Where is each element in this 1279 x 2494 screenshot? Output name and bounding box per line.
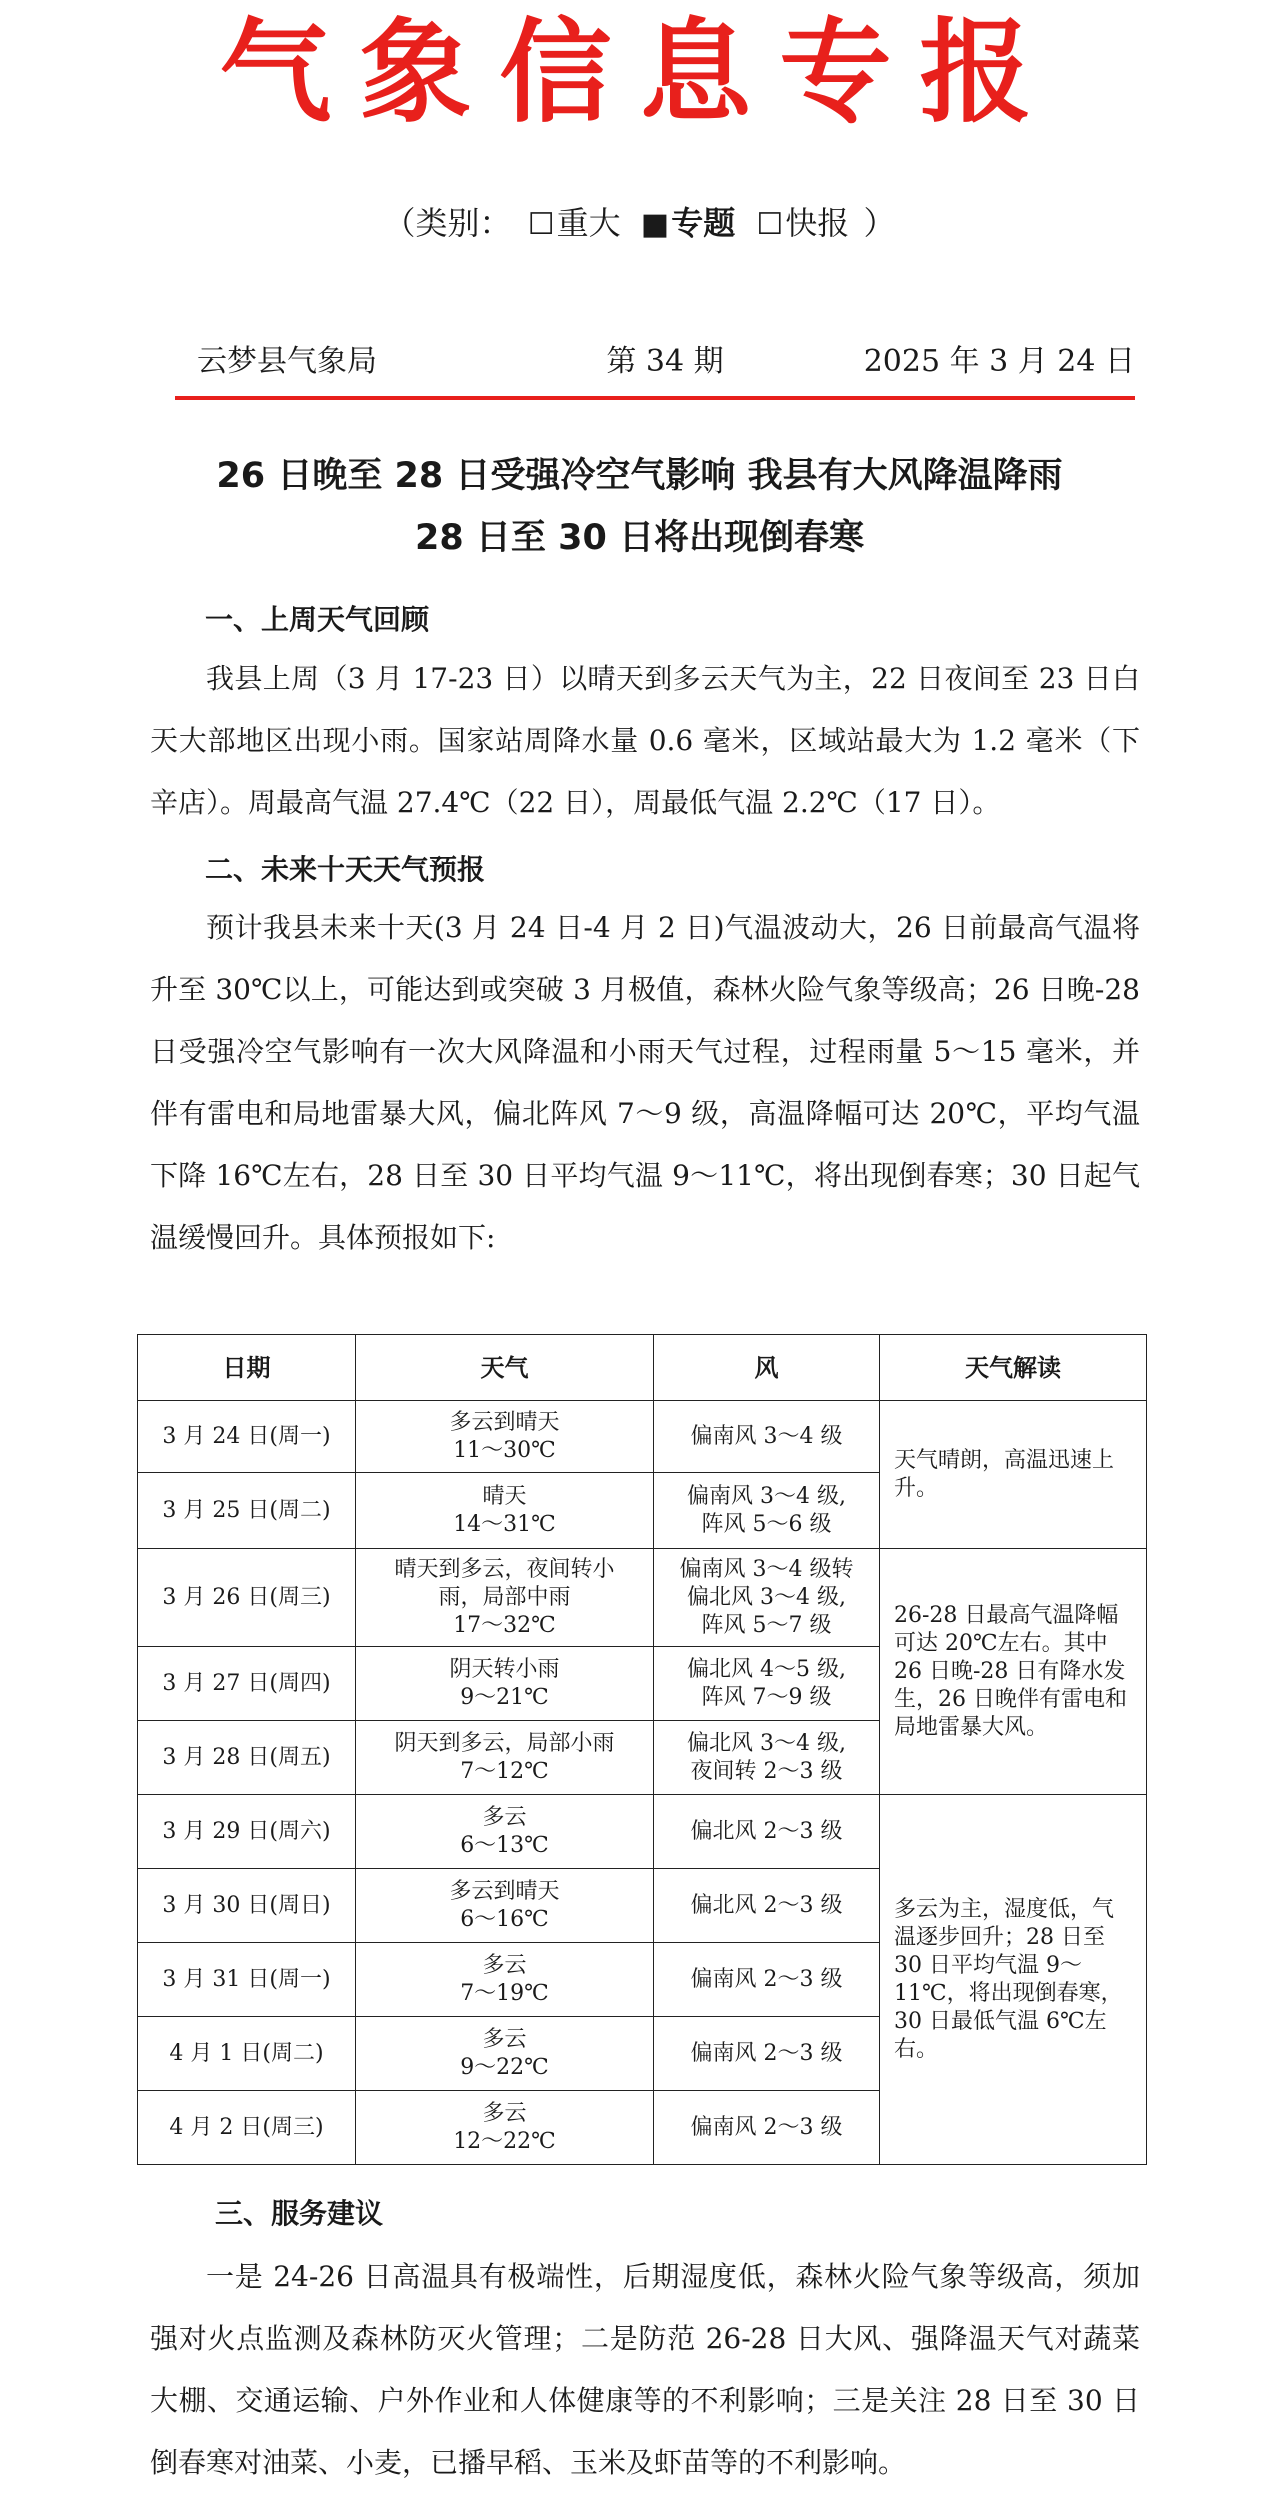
interpretation-note: 天气晴朗，高温迅速上升。	[880, 1401, 1147, 1549]
row-weather	[356, 1647, 654, 1721]
row-weather	[356, 1795, 654, 1869]
row-wind	[654, 1943, 880, 2017]
weather-line: 11～30℃	[453, 1437, 556, 1463]
issue-number: 第 34 期	[606, 344, 724, 379]
wind-line: 偏南风 3～4 级,	[687, 1483, 846, 1509]
wind-line: 阵风 5～6 级	[701, 1511, 832, 1537]
row-wind	[654, 1795, 880, 1869]
table-row	[138, 1795, 1147, 1869]
weather-line: 多云	[482, 1952, 527, 1978]
checkbox-empty-icon: ☐	[756, 207, 784, 242]
weather-line: 多云到晴天	[449, 1409, 560, 1435]
header-wind: 风	[654, 1335, 880, 1401]
wind-line: 偏北风 2～3 级	[690, 1818, 843, 1844]
weather-line: 多云	[482, 2100, 527, 2126]
checkbox-filled-icon: ■	[640, 207, 670, 242]
weather-line: 7～12℃	[460, 1758, 549, 1784]
section2-body: 预计我县未来十天(3 月 24 日-4 月 2 日)气温波动大，26 日前最高气温将升至 30℃以上，可能达到或突破 3 月极值，森林火险气象等级高；26 日晚-28 日受强冷空气影响有一次大风降温和小雨天气过程，过程雨量 5～15 毫米，并伴有雷电和局地雷暴大风，偏北阵风 7～9 级，高温降幅可达 20℃，平均气温下降 16℃左右，28 日至 30 日平均气温 9～11℃，将出现倒春寒；30 日起气温缓慢回升。具体预报如下:	[150, 911, 1140, 1254]
row-wind	[654, 1721, 880, 1795]
weather-line: 14～31℃	[453, 1511, 556, 1537]
weather-line: 多云到晴天	[449, 1878, 560, 1904]
weather-line: 晴天	[482, 1483, 527, 1509]
wind-line: 偏南风 3～4 级转	[679, 1556, 854, 1582]
row-wind	[654, 1473, 880, 1549]
row-wind	[654, 2017, 880, 2091]
wind-line: 阵风 5～7 级	[701, 1612, 832, 1638]
checkbox-empty-icon: ☐	[527, 207, 555, 242]
section3-body: 一是 24-26 日高温具有极端性，后期湿度低，森林火险气象等级高，须加强对火点监测及森林防灭火管理；二是防范 26-28 日大风、强降温天气对蔬菜大棚、交通运输、户外作业和人体健康等的不利影响；三是关注 28 日至 30 日倒春寒对油菜、小麦，已播早稻、玉米及虾苗等的不利影响。	[150, 2260, 1140, 2479]
weather-line: 12～22℃	[453, 2128, 556, 2154]
header-interpretation: 天气解读	[880, 1335, 1147, 1401]
row-date: 3 月 26 日(周三)	[138, 1549, 356, 1647]
row-weather	[356, 1943, 654, 2017]
weather-line: 多云	[482, 1804, 527, 1830]
forecast-table	[137, 1334, 1147, 2165]
section2-heading: 二、未来十天天气预报	[205, 853, 486, 886]
section3-heading: 三、服务建议	[215, 2197, 384, 2230]
row-date: 3 月 29 日(周六)	[138, 1795, 356, 1869]
row-date: 3 月 30 日(周日)	[138, 1869, 356, 1943]
wind-line: 偏南风 3～4 级	[690, 1423, 843, 1449]
wind-line: 阵风 7～9 级	[701, 1684, 832, 1710]
row-wind	[654, 1401, 880, 1473]
interpretation-note: 26-28 日最高气温降幅可达 20℃左右。其中 26 日晚-28 日有降水发生，26 日晚伴有雷电和局地雷暴大风。	[880, 1549, 1147, 1795]
weather-line: 6～13℃	[460, 1832, 549, 1858]
row-date: 3 月 27 日(周四)	[138, 1647, 356, 1721]
wind-line: 偏南风 2～3 级	[690, 1966, 843, 1992]
category-special-label: 专题	[671, 204, 736, 242]
row-weather	[356, 1869, 654, 1943]
wind-line: 夜间转 2～3 级	[690, 1758, 843, 1784]
issue-info-line	[175, 340, 1135, 384]
report-title-line1: 26 日晚至 28 日受强冷空气影响 我县有大风降温降雨	[216, 456, 1063, 496]
weather-line: 多云	[482, 2026, 527, 2052]
wind-line: 偏南风 2～3 级	[690, 2114, 843, 2140]
wind-line: 偏北风 3～4 级,	[687, 1730, 846, 1756]
row-weather	[356, 1549, 654, 1647]
table-header-row	[138, 1335, 1147, 1401]
row-weather	[356, 2017, 654, 2091]
row-weather	[356, 1473, 654, 1549]
interpretation-note: 多云为主，湿度低，气温逐步回升；28 日至 30 日平均气温 9～11℃，将出现倒春寒，30 日最低气温 6℃左右。	[880, 1795, 1147, 2165]
weather-line: 9～21℃	[460, 1684, 549, 1710]
row-weather	[356, 1721, 654, 1795]
row-date: 4 月 1 日(周二)	[138, 2017, 356, 2091]
header-date: 日期	[138, 1335, 356, 1401]
row-date: 3 月 24 日(周一)	[138, 1401, 356, 1473]
row-wind	[654, 1549, 880, 1647]
row-weather	[356, 2091, 654, 2165]
wind-line: 偏北风 4～5 级,	[687, 1656, 846, 1682]
weather-line: 雨，局部中雨	[438, 1584, 571, 1610]
category-express-label: 快报	[785, 204, 850, 242]
weather-line: 晴天到多云，夜间转小	[394, 1556, 615, 1582]
category-line	[0, 200, 1279, 248]
row-date: 4 月 2 日(周三)	[138, 2091, 356, 2165]
red-divider	[175, 396, 1135, 400]
row-date: 3 月 31 日(周一)	[138, 1943, 356, 2017]
section1-heading: 一、上周天气回顾	[205, 603, 430, 636]
masthead-title: 气象信息专报	[219, 8, 1060, 138]
weather-line: 6～16℃	[460, 1906, 549, 1932]
row-date: 3 月 28 日(周五)	[138, 1721, 356, 1795]
section1-body: 我县上周（3 月 17-23 日）以晴天到多云天气为主，22 日夜间至 23 日白天大部地区出现小雨。国家站周降水量 0.6 毫米，区域站最大为 1.2 毫米（下辛店）。周最高气温 27.4℃（22 日），周最低气温 2.2℃（17 日）。	[150, 662, 1140, 819]
header-weather: 天气	[356, 1335, 654, 1401]
weather-line: 阴天转小雨	[449, 1656, 560, 1682]
category-option-special	[639, 204, 747, 242]
category-prefix: （类别：	[383, 204, 512, 242]
category-major-label: 重大	[556, 204, 621, 242]
issue-date: 2025 年 3 月 24 日	[863, 344, 1135, 379]
wind-line: 偏北风 3～4 级,	[687, 1584, 846, 1610]
row-wind	[654, 1647, 880, 1721]
report-title-line2: 28 日至 30 日将出现倒春寒	[415, 518, 864, 558]
row-wind	[654, 1869, 880, 1943]
category-suffix: ）	[863, 204, 896, 242]
weather-line: 9～22℃	[460, 2054, 549, 2080]
weather-line: 阴天到多云，局部小雨	[394, 1730, 615, 1756]
category-option-major	[526, 204, 631, 242]
weather-line: 7～19℃	[460, 1980, 549, 2006]
row-wind	[654, 2091, 880, 2165]
wind-line: 偏南风 2～3 级	[690, 2040, 843, 2066]
category-option-express	[754, 204, 859, 242]
table-row	[138, 1401, 1147, 1473]
wind-line: 偏北风 2～3 级	[690, 1892, 843, 1918]
table-row	[138, 1549, 1147, 1647]
row-date: 3 月 25 日(周二)	[138, 1473, 356, 1549]
weather-line: 17～32℃	[453, 1612, 556, 1638]
issuing-agency: 云梦县气象局	[197, 344, 377, 379]
row-weather	[356, 1401, 654, 1473]
